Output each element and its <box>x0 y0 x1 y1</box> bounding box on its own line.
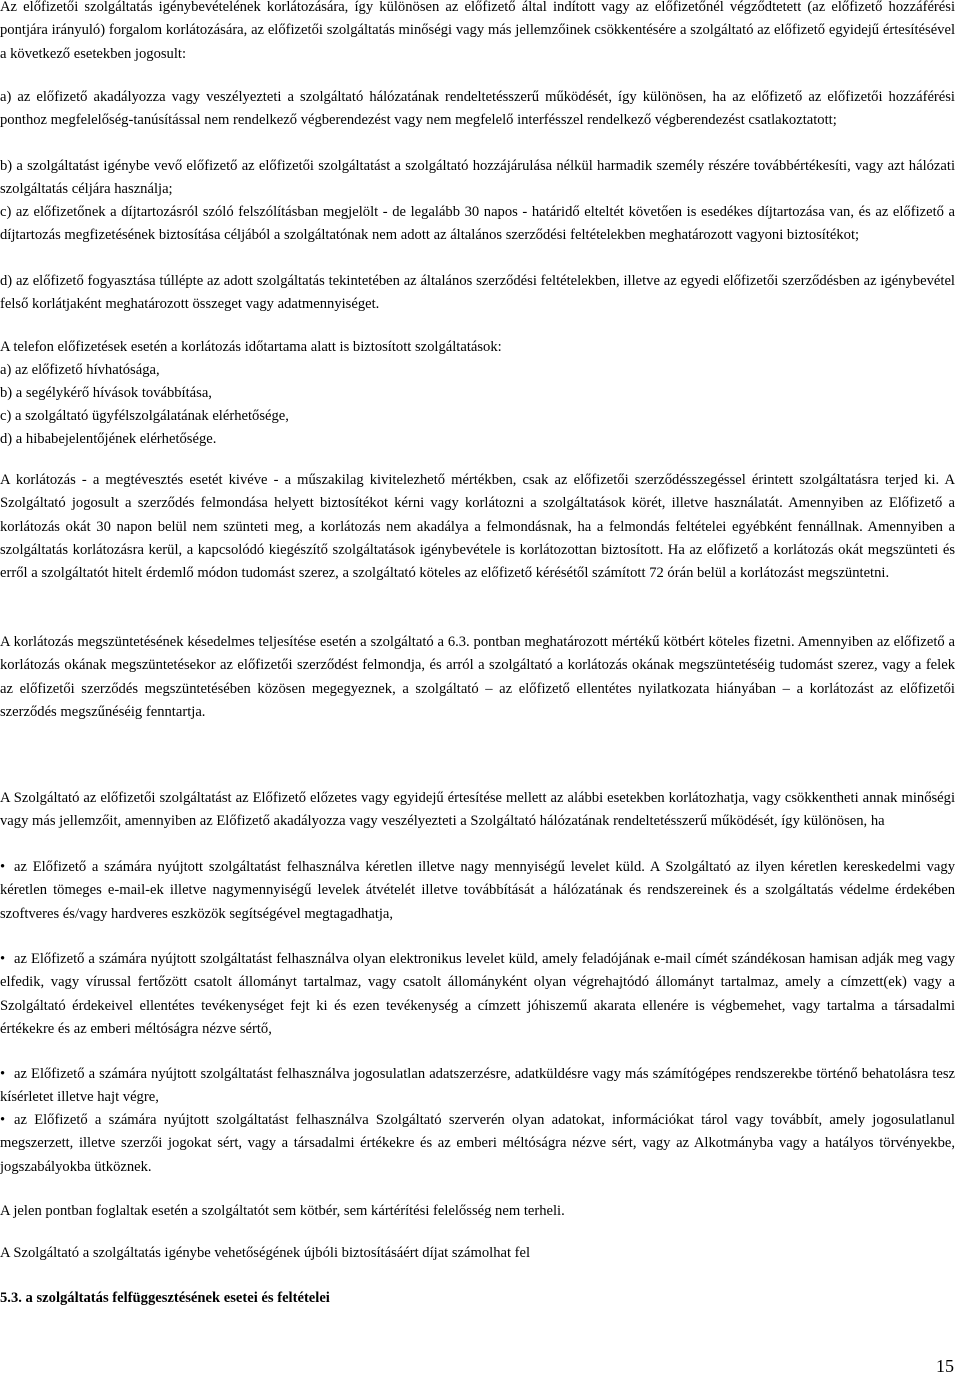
phone-service-b: b) a segélykérő hívások továbbítása, <box>0 385 212 401</box>
bullet-icon: • <box>0 1066 6 1082</box>
phone-service-a: a) az előfizető hívhatósága, <box>0 362 160 378</box>
bullet-text: az Előfizető a számára nyújtott szolgáltatást felhasználva olyan elektronikus levelet küld, amely feladójának e-mail címét szándékosan hamisan adják meg vagy elfedik, vagy vírussal fertőzött csatolt állományt tartalmaz, vagy csatolt állományként olyan végrehajtódó állományt tartalmaz, amely a címzett(ek) vagy a Szolgáltató érdekeivel ellentétes tevékenységet fejt ki és ezen tevékenység a címzett jóhiszemű akarata ellenére is végbemehet, vagy tartalma a társadalmi értékekre és az emberi méltóságra nézve sértő, <box>0 951 955 1037</box>
condition-a: a) az előfizető akadályozza vagy veszélyezteti a szolgáltató hálózatának rendeltetésszerű működését, így különösen, ha az előfizető az előfizetői hozzáférési ponthoz megfelelőség-tanúsítással nem rendelkező végberendezést vagy nem megfelelő interfésszel rendelkező végberendezést csatlakoztatott; <box>0 89 955 129</box>
condition-b: b) a szolgáltatást igénybe vevő előfizető az előfizetői szolgáltatást a szolgáltató hozzájárulása nélkül harmadik személy részére továbbértékesíti, vagy azt hálózati szolgáltatás céljára használja; <box>0 158 955 198</box>
bullet-text: az Előfizető a számára nyújtott szolgáltatást felhasználva Szolgáltató szerverén olyan adatokat, információkat tárol vagy továbbít, amely jogosulatlanul megszerzett, illetve szerzői jogokat sért, vagy a társadalmi értékekre és az emberi méltóságra nézve sért, vagy az Alkotmányba vagy a hatályos törvényekbe, jogszabályokba ütköznek. <box>0 1112 955 1175</box>
bullet-icon: • <box>0 859 6 875</box>
bullet-item-illegal-data <box>0 1109 955 1179</box>
bullet-text: az Előfizető a számára nyújtott szolgáltatást felhasználva kéretlen illetve nagy mennyiségű levelet küld. A Szolgáltató az ilyen kéretlen kereskedelmi vagy kéretlen tömeges e-mail-ek illetve nagymennyiségű levelek átvételét illetve továbbítását a hálózatának és rendszereinek és a szolgáltatás védelme érdekében szoftveres és/vagy hardveres eszközök segítségével megtagadhatja, <box>0 859 955 922</box>
section-heading: 5.3. a szolgáltatás felfüggesztésének esetei és feltételei <box>0 1290 330 1306</box>
condition-d: d) az előfizető fogyasztása túllépte az adott szolgáltatás tekintetében az általános szerződési feltételekben, illetve az egyedi előfizetői szerződésben az igénybevétel felső korlátjaként meghatározott összeget vagy adatmennyiséget. <box>0 273 955 313</box>
restriction-delay-paragraph: A korlátozás megszüntetésének késedelmes teljesítése esetén a szolgáltató a 6.3. pontban meghatározott mértékű kötbért köteles fizetni. Amennyiben az előfizető a korlátozás okának megszüntetésekor az előfizetői szerződést felmondja, és arról a szolgáltató a korlátozás okának megszüntetéséig tudomást szerez, vagy a felek az előfizetői szerződés megszüntetésében közösen megegyeznek, a szolgáltató – az előfizető ellentétes nyilatkozata hiányában – a korlátozást az előfizetői szerződés megszűnéséig fenntartja. <box>0 634 955 720</box>
condition-c: c) az előfizetőnek a díjtartozásról szóló felszólításban megjelölt - de legalább 30 napos - határidő elteltét követően is esedékes díjtartozása van, és az előfizető a díjtartozás megfizetésének biztosítása céljából a szolgáltatónak nem adott az általános szerződési feltételekben meghatározott vagyoni biztosítékot; <box>0 204 955 244</box>
bullet-item-forged-email <box>0 948 955 1041</box>
bullet-text: az Előfizető a számára nyújtott szolgáltatást felhasználva jogosulatlan adatszerzésre, adatküldésre vagy más számítógépes rendszerekbe történő behatolásra tesz kísérletet illetve hajt végre, <box>0 1066 955 1106</box>
service-limitation-paragraph: A Szolgáltató az előfizetői szolgáltatást az Előfizető előzetes vagy egyidejű értesítése mellett az alábbi esetekben korlátozhatja, vagy csökkentheti annak minőségi vagy más jellemzőit, amennyiben az Előfizető akadályozza vagy veszélyezteti a Szolgáltató hálózatának rendeltetésszerű működését, így különösen, ha <box>0 790 955 830</box>
page-number: 15 <box>936 1356 954 1376</box>
phone-service-c: c) a szolgáltató ügyfélszolgálatának elérhetősége, <box>0 408 289 424</box>
restriction-scope-paragraph: A korlátozás - a megtévesztés esetét kivéve - a műszakilag kivitelezhető mértékben, csak az előfizetői szerződésszegéssel érintett szolgáltatásra terjed ki. A Szolgáltató jogosult a szerződés felmondása helyett biztosítékot kérni vagy korlátozni a szolgáltatások körét, illetve használatát. Amennyiben az Előfizető a korlátozás okát 30 napon belül nem szünteti meg, a korlátozás nem akadálya a felmondásnak, ha a felmondás feltételei egyébként fennállnak. Amennyiben a szolgáltatás korlátozásra kerül, a kapcsolódó kiegészítő szolgáltatások igénybevétele is korlátozottan biztosított. Ha az előfizető a korlátozás okát megszünteti és erről a szolgáltatót hitelt érdemlő módon tudomást szerez, a szolgáltató köteles az előfizető kérésétől számított 72 órán belül a korlátozást megszüntetni. <box>0 472 955 582</box>
no-liability-paragraph: A jelen pontban foglaltak esetén a szolgáltatót sem kötbér, sem kártérítési felelősség nem terheli. <box>0 1203 565 1219</box>
bullet-icon: • <box>0 951 6 967</box>
bullet-item-intrusion <box>0 1063 955 1110</box>
phone-services-intro: A telefon előfizetések esetén a korlátozás időtartama alatt is biztosított szolgáltatások: <box>0 339 502 355</box>
reactivation-fee-paragraph: A Szolgáltató a szolgáltatás igénybe vehetőségének újbóli biztosításáért díjat számolhat fel <box>0 1245 531 1261</box>
intro-paragraph: Az előfizetői szolgáltatás igénybevételének korlátozására, így különösen az előfizető által indított vagy az előfizetőnél végződtetett (az előfizető hozzáférési pontjára irányuló) forgalom korlátozására, az előfizetői szolgáltatás minőségi vagy más jellemzőinek csökkentésére a szolgáltató az előfizető egyidejű értesítésével a következő esetekben jogosult: <box>0 0 955 62</box>
bullet-icon: • <box>0 1112 6 1128</box>
phone-service-d: d) a hibabejelentőjének elérhetősége. <box>0 431 217 447</box>
bullet-item-spam <box>0 856 955 926</box>
